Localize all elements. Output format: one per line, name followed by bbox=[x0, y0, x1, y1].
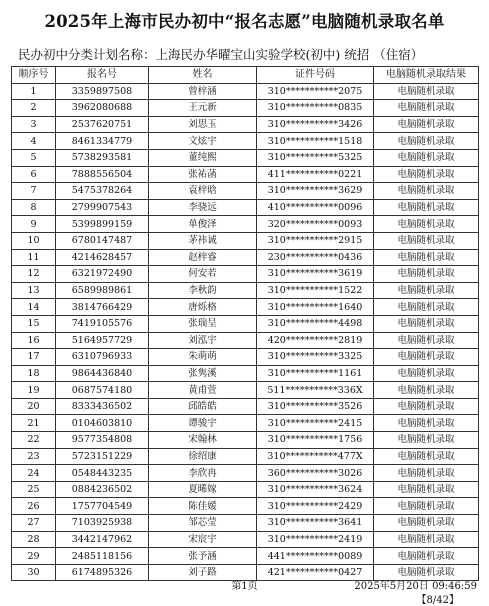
table-row bbox=[12, 232, 479, 249]
cell-id-number: 310***********3619 bbox=[257, 266, 374, 283]
cell-id-number: 310***********2075 bbox=[257, 83, 374, 100]
table-row bbox=[12, 481, 479, 498]
cell-seq: 26 bbox=[12, 498, 56, 515]
cell-seq: 22 bbox=[12, 432, 56, 449]
cell-reg-no: 3359897508 bbox=[56, 83, 149, 100]
cell-name: 文炫宇 bbox=[149, 133, 257, 150]
cell-id-number: 310***********4498 bbox=[257, 315, 374, 332]
cell-id-number: 310***********477X bbox=[257, 448, 374, 465]
cell-name: 董纯熙 bbox=[149, 149, 257, 166]
cell-reg-no: 0687574180 bbox=[56, 382, 149, 399]
cell-seq: 20 bbox=[12, 398, 56, 415]
cell-result: 电脑随机录取 bbox=[374, 365, 479, 382]
cell-seq: 2 bbox=[12, 100, 56, 117]
cell-result: 电脑随机录取 bbox=[374, 232, 479, 249]
cell-reg-no: 5164957729 bbox=[56, 332, 149, 349]
cell-reg-no: 6310796933 bbox=[56, 349, 149, 366]
cell-result: 电脑随机录取 bbox=[374, 266, 479, 283]
cell-result: 电脑随机录取 bbox=[374, 216, 479, 233]
cell-seq: 11 bbox=[12, 249, 56, 266]
header-reg-no: 报名号 bbox=[56, 67, 149, 84]
cell-seq: 13 bbox=[12, 282, 56, 299]
cell-seq: 5 bbox=[12, 149, 56, 166]
cell-name: 邹芯莹 bbox=[149, 515, 257, 532]
cell-id-number: 511***********336X bbox=[257, 382, 374, 399]
cell-reg-no: 3962080688 bbox=[56, 100, 149, 117]
cell-result: 电脑随机录取 bbox=[374, 166, 479, 183]
cell-id-number: 310***********1518 bbox=[257, 133, 374, 150]
cell-seq: 10 bbox=[12, 232, 56, 249]
cell-id-number: 310***********3325 bbox=[257, 349, 374, 366]
cell-result: 电脑随机录取 bbox=[374, 398, 479, 415]
cell-name: 宋翰林 bbox=[149, 432, 257, 449]
cell-reg-no: 0884236502 bbox=[56, 481, 149, 498]
cell-result: 电脑随机录取 bbox=[374, 531, 479, 548]
cell-id-number: 310***********3526 bbox=[257, 398, 374, 415]
cell-id-number: 310***********3629 bbox=[257, 183, 374, 200]
cell-id-number: 421***********0427 bbox=[257, 564, 374, 581]
cell-id-number: 360***********3026 bbox=[257, 465, 374, 482]
cell-result: 电脑随机录取 bbox=[374, 498, 479, 515]
cell-id-number: 441***********0089 bbox=[257, 548, 374, 565]
cell-seq: 19 bbox=[12, 382, 56, 399]
cell-seq: 29 bbox=[12, 548, 56, 565]
cell-seq: 1 bbox=[12, 83, 56, 100]
page-count: 【8/42】 bbox=[416, 595, 459, 606]
table-row bbox=[12, 349, 479, 366]
cell-result: 电脑随机录取 bbox=[374, 116, 479, 133]
cell-name: 张予涵 bbox=[149, 548, 257, 565]
cell-seq: 12 bbox=[12, 266, 56, 283]
table-row bbox=[12, 282, 479, 299]
cell-result: 电脑随机录取 bbox=[374, 515, 479, 532]
cell-reg-no: 5475378264 bbox=[56, 183, 149, 200]
table-row bbox=[12, 382, 479, 399]
cell-id-number: 310***********5325 bbox=[257, 149, 374, 166]
cell-name: 李欣冉 bbox=[149, 465, 257, 482]
cell-result: 电脑随机录取 bbox=[374, 415, 479, 432]
cell-reg-no: 2485118156 bbox=[56, 548, 149, 565]
cell-name: 刘思玉 bbox=[149, 116, 257, 133]
table-row bbox=[12, 432, 479, 449]
cell-result: 电脑随机录取 bbox=[374, 183, 479, 200]
table-row bbox=[12, 365, 479, 382]
cell-id-number: 410***********0096 bbox=[257, 199, 374, 216]
cell-reg-no: 2799907543 bbox=[56, 199, 149, 216]
cell-id-number: 310***********3624 bbox=[257, 481, 374, 498]
header-name: 姓名 bbox=[149, 67, 257, 84]
header-result: 电脑随机录取结果 bbox=[374, 67, 479, 84]
cell-name: 赵梓睿 bbox=[149, 249, 257, 266]
page-title: 2025年上海市民办初中“报名志愿”电脑随机录取名单 bbox=[44, 12, 445, 31]
cell-result: 电脑随机录取 bbox=[374, 564, 479, 581]
cell-name: 何安若 bbox=[149, 266, 257, 283]
cell-name: 张隽溪 bbox=[149, 365, 257, 382]
cell-result: 电脑随机录取 bbox=[374, 548, 479, 565]
cell-result: 电脑随机录取 bbox=[374, 149, 479, 166]
cell-seq: 21 bbox=[12, 415, 56, 432]
header-seq: 顺序号 bbox=[12, 67, 56, 84]
cell-reg-no: 5738293581 bbox=[56, 149, 149, 166]
cell-id-number: 310***********1640 bbox=[257, 299, 374, 316]
cell-seq: 8 bbox=[12, 199, 56, 216]
table-row bbox=[12, 100, 479, 117]
cell-result: 电脑随机录取 bbox=[374, 100, 479, 117]
cell-seq: 3 bbox=[12, 116, 56, 133]
cell-result: 电脑随机录取 bbox=[374, 282, 479, 299]
admission-table bbox=[11, 66, 479, 581]
cell-reg-no: 3814766429 bbox=[56, 299, 149, 316]
cell-reg-no: 7103925938 bbox=[56, 515, 149, 532]
cell-id-number: 310***********2415 bbox=[257, 415, 374, 432]
table-row bbox=[12, 315, 479, 332]
table-row bbox=[12, 515, 479, 532]
table-row bbox=[12, 166, 479, 183]
cell-seq: 25 bbox=[12, 481, 56, 498]
cell-seq: 7 bbox=[12, 183, 56, 200]
cell-reg-no: 0104603810 bbox=[56, 415, 149, 432]
cell-reg-no: 8461334779 bbox=[56, 133, 149, 150]
cell-id-number: 310***********3641 bbox=[257, 515, 374, 532]
cell-seq: 9 bbox=[12, 216, 56, 233]
cell-reg-no: 4214628457 bbox=[56, 249, 149, 266]
cell-name: 茅祎诚 bbox=[149, 232, 257, 249]
cell-seq: 27 bbox=[12, 515, 56, 532]
table-row bbox=[12, 216, 479, 233]
table-row bbox=[12, 116, 479, 133]
cell-result: 电脑随机录取 bbox=[374, 199, 479, 216]
table-row bbox=[12, 199, 479, 216]
cell-id-number: 230***********0436 bbox=[257, 249, 374, 266]
cell-seq: 14 bbox=[12, 299, 56, 316]
cell-reg-no: 2537620751 bbox=[56, 116, 149, 133]
cell-name: 宋宸宇 bbox=[149, 531, 257, 548]
cell-reg-no: 7888556504 bbox=[56, 166, 149, 183]
cell-reg-no: 0548443235 bbox=[56, 465, 149, 482]
cell-reg-no: 9864436840 bbox=[56, 365, 149, 382]
table-header-row bbox=[12, 67, 479, 84]
cell-result: 电脑随机录取 bbox=[374, 481, 479, 498]
table-row bbox=[12, 133, 479, 150]
cell-name: 朱萌萌 bbox=[149, 349, 257, 366]
cell-name: 李秋韵 bbox=[149, 282, 257, 299]
cell-name: 张祐菡 bbox=[149, 166, 257, 183]
cell-result: 电脑随机录取 bbox=[374, 133, 479, 150]
table-row bbox=[12, 398, 479, 415]
cell-reg-no: 9577354808 bbox=[56, 432, 149, 449]
cell-seq: 4 bbox=[12, 133, 56, 150]
cell-seq: 18 bbox=[12, 365, 56, 382]
cell-name: 刘子路 bbox=[149, 564, 257, 581]
cell-result: 电脑随机录取 bbox=[374, 299, 479, 316]
header-id-number: 证件号码 bbox=[257, 67, 374, 84]
table-row bbox=[12, 332, 479, 349]
table-row bbox=[12, 498, 479, 515]
cell-seq: 17 bbox=[12, 349, 56, 366]
cell-seq: 28 bbox=[12, 531, 56, 548]
cell-seq: 15 bbox=[12, 315, 56, 332]
cell-name: 曾梓涵 bbox=[149, 83, 257, 100]
table-row bbox=[12, 249, 479, 266]
cell-name: 刘泓宇 bbox=[149, 332, 257, 349]
cell-seq: 30 bbox=[12, 564, 56, 581]
cell-result: 电脑随机录取 bbox=[374, 249, 479, 266]
cell-reg-no: 1757704549 bbox=[56, 498, 149, 515]
cell-result: 电脑随机录取 bbox=[374, 382, 479, 399]
cell-name: 陈佳媛 bbox=[149, 498, 257, 515]
cell-id-number: 411***********0221 bbox=[257, 166, 374, 183]
cell-reg-no: 5723151229 bbox=[56, 448, 149, 465]
table-body bbox=[12, 83, 479, 581]
page-number: 第1页 bbox=[231, 581, 258, 592]
cell-id-number: 310***********2429 bbox=[257, 498, 374, 515]
cell-name: 王元新 bbox=[149, 100, 257, 117]
cell-id-number: 320***********0093 bbox=[257, 216, 374, 233]
cell-name: 徐绍康 bbox=[149, 448, 257, 465]
table-row bbox=[12, 415, 479, 432]
cell-seq: 6 bbox=[12, 166, 56, 183]
cell-reg-no: 5399899159 bbox=[56, 216, 149, 233]
cell-id-number: 310***********3426 bbox=[257, 116, 374, 133]
plan-subtitle: 民办初中分类计划名称：上海民办华曜宝山实验学校(初中) 统招 （住宿） bbox=[18, 47, 424, 62]
cell-result: 电脑随机录取 bbox=[374, 465, 479, 482]
cell-reg-no: 6780147487 bbox=[56, 232, 149, 249]
cell-id-number: 310***********0835 bbox=[257, 100, 374, 117]
cell-name: 李骁远 bbox=[149, 199, 257, 216]
cell-name: 邱皓皓 bbox=[149, 398, 257, 415]
cell-id-number: 310***********2915 bbox=[257, 232, 374, 249]
cell-id-number: 310***********2419 bbox=[257, 531, 374, 548]
cell-result: 电脑随机录取 bbox=[374, 332, 479, 349]
cell-id-number: 420***********2819 bbox=[257, 332, 374, 349]
cell-reg-no: 6174895326 bbox=[56, 564, 149, 581]
cell-id-number: 310***********1161 bbox=[257, 365, 374, 382]
cell-reg-no: 8333436502 bbox=[56, 398, 149, 415]
cell-name: 张瑞呈 bbox=[149, 315, 257, 332]
table-row bbox=[12, 266, 479, 283]
cell-reg-no: 7419105576 bbox=[56, 315, 149, 332]
cell-seq: 16 bbox=[12, 332, 56, 349]
cell-result: 电脑随机录取 bbox=[374, 448, 479, 465]
table-row bbox=[12, 531, 479, 548]
cell-name: 单俊泽 bbox=[149, 216, 257, 233]
table-row bbox=[12, 448, 479, 465]
cell-name: 谭骏宇 bbox=[149, 415, 257, 432]
cell-result: 电脑随机录取 bbox=[374, 349, 479, 366]
table-row bbox=[12, 183, 479, 200]
cell-reg-no: 6321972490 bbox=[56, 266, 149, 283]
cell-seq: 24 bbox=[12, 465, 56, 482]
cell-id-number: 310***********1522 bbox=[257, 282, 374, 299]
table-row bbox=[12, 299, 479, 316]
cell-result: 电脑随机录取 bbox=[374, 315, 479, 332]
cell-name: 唐烁格 bbox=[149, 299, 257, 316]
cell-reg-no: 3442147962 bbox=[56, 531, 149, 548]
cell-id-number: 310***********1756 bbox=[257, 432, 374, 449]
cell-reg-no: 6589989861 bbox=[56, 282, 149, 299]
table-row bbox=[12, 83, 479, 100]
table-row bbox=[12, 149, 479, 166]
cell-name: 黄甫萱 bbox=[149, 382, 257, 399]
cell-name: 夏晞嫁 bbox=[149, 481, 257, 498]
table-row bbox=[12, 548, 479, 565]
cell-name: 袁梓晗 bbox=[149, 183, 257, 200]
table-row bbox=[12, 465, 479, 482]
timestamp: 2025年5月20日 09:46:59 bbox=[354, 581, 477, 592]
cell-result: 电脑随机录取 bbox=[374, 83, 479, 100]
cell-seq: 23 bbox=[12, 448, 56, 465]
cell-result: 电脑随机录取 bbox=[374, 432, 479, 449]
